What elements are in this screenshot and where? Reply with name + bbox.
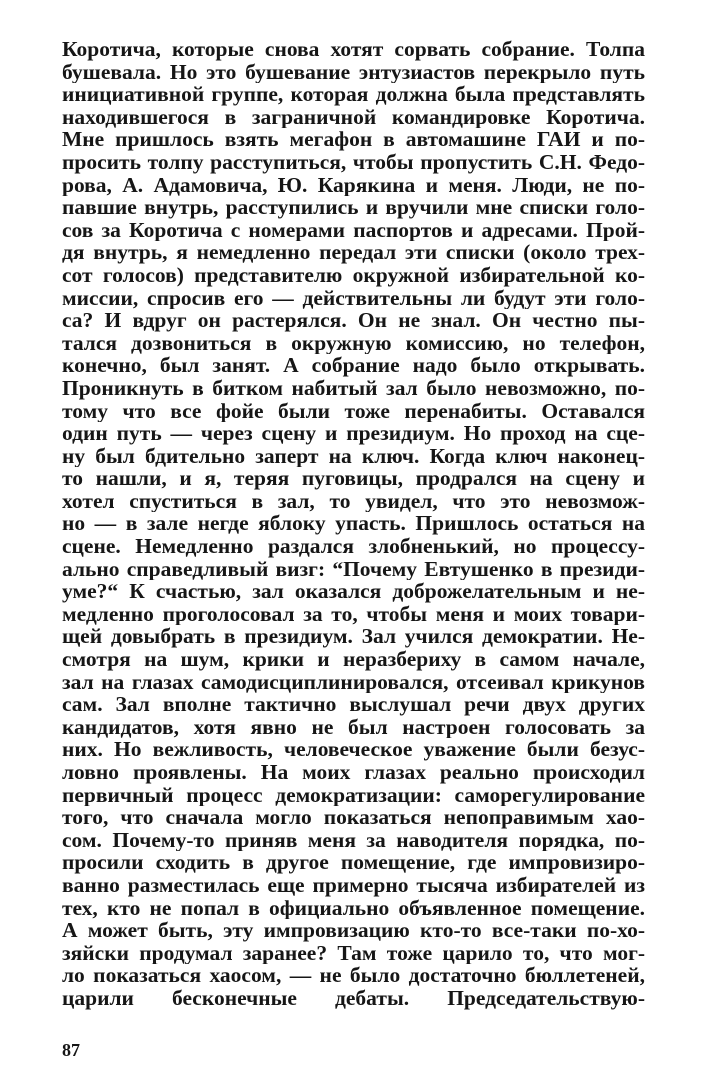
text-line: инициативной группе, которая должна была представлять bbox=[62, 83, 645, 106]
text-line: сот голосов) представителю окружной избирательной ко- bbox=[62, 263, 645, 287]
text-line: зал на глазах самодисциплинировался, отсеивал крикунов bbox=[62, 670, 645, 694]
text-line: конечно, был занят. А собрание надо было открывать. bbox=[62, 354, 645, 377]
text-line: уме?“ К счастью, зал оказался доброжелательным и не- bbox=[62, 580, 645, 603]
text-line: дя внутрь, я немедленно передал эти списки (около трех- bbox=[62, 241, 645, 264]
text-line: один путь — через сцену и президиум. Но проход на сце- bbox=[62, 422, 645, 445]
text-line: тался дозвониться в окружную комиссию, но телефон, bbox=[62, 331, 645, 355]
text-line: ло показаться хаосом, — не было достаточно бюллетеней, bbox=[62, 964, 645, 987]
text-line: Проникнуть в битком набитый зал было невозможно, по- bbox=[62, 376, 645, 400]
text-line: сцене. Немедленно раздался злобненький, но процессу- bbox=[62, 535, 645, 558]
body-text bbox=[62, 38, 645, 1010]
text-line: сом. Почему-то приняв меня за наводителя порядка, по- bbox=[62, 828, 645, 852]
text-line: того, что сначала могло показаться непоправимым хао- bbox=[62, 806, 645, 829]
text-line: царили бесконечные дебаты. Председательствую- bbox=[62, 986, 645, 1010]
text-line: Мне пришлось взять мегафон в автомашине ГАИ и по- bbox=[62, 128, 645, 151]
text-line: тому что все фойе были тоже перенабиты. Оставался bbox=[62, 399, 645, 423]
text-line: зяйски продумал заранее? Там тоже царило то, что мог- bbox=[62, 941, 645, 965]
text-line: хотел спуститься в зал, то увидел, что это невозмож- bbox=[62, 489, 645, 513]
text-line: сов за Коротича с номерами паспортов и адресами. Прой- bbox=[62, 218, 645, 242]
text-line: первичный процесс демократизации: саморегулирование bbox=[62, 783, 645, 807]
text-line: ально справедливый визг: “Почему Евтушенко в президи- bbox=[62, 557, 645, 581]
text-line: бушевала. Но это бушевание энтузиастов перекрыло путь bbox=[62, 60, 645, 84]
text-line: кандидатов, хотя явно не был настроен голосовать за bbox=[62, 715, 645, 739]
page-number: 87 bbox=[62, 1040, 80, 1060]
text-line: Коротича, которые снова хотят сорвать собрание. Толпа bbox=[62, 38, 645, 61]
text-line: рова, А. Адамовича, Ю. Карякина и меня. Люди, не по- bbox=[62, 173, 645, 197]
text-line: просить толпу расступиться, чтобы пропустить С.Н. Федо- bbox=[62, 150, 645, 174]
text-line: смотря на шум, крики и неразбериху в самом начале, bbox=[62, 648, 645, 671]
text-line: ловно проявлены. На моих глазах реально происходил bbox=[62, 761, 645, 784]
text-line: павшие внутрь, расступились и вручили мне списки голо- bbox=[62, 196, 645, 219]
text-line: А может быть, эту импровизацию кто-то все-таки по-хо- bbox=[62, 919, 645, 942]
text-line: щей довыбрать в президиум. Зал учился демократии. Не- bbox=[62, 625, 645, 649]
text-line: тех, кто не попал в официально объявленное помещение. bbox=[62, 896, 645, 920]
text-line: них. Но вежливость, человеческое уважение были безус- bbox=[62, 738, 645, 761]
text-line: медленно проголосовал за то, чтобы меня и моих товари- bbox=[62, 602, 645, 626]
text-line: находившегося в заграничной командировке Коротича. bbox=[62, 105, 645, 129]
text-line: ванно разместилась еще примерно тысяча избирателей из bbox=[62, 873, 645, 897]
text-line: миссии, спросив его — действительны ли будут эти голо- bbox=[62, 286, 645, 310]
text-line: но — в зале негде яблоку упасть. Пришлось остаться на bbox=[62, 512, 645, 536]
text-line: са? И вдруг он растерялся. Он не знал. Он честно пы- bbox=[62, 309, 645, 332]
text-line: просили сходить в другое помещение, где импровизиро- bbox=[62, 851, 645, 874]
text-line: сам. Зал вполне тактично выслушал речи двух других bbox=[62, 693, 645, 716]
text-line: то нашли, и я, теряя пуговицы, продрался на сцену и bbox=[62, 467, 645, 490]
text-line: ну был бдительно заперт на ключ. Когда ключ наконец- bbox=[62, 444, 645, 468]
